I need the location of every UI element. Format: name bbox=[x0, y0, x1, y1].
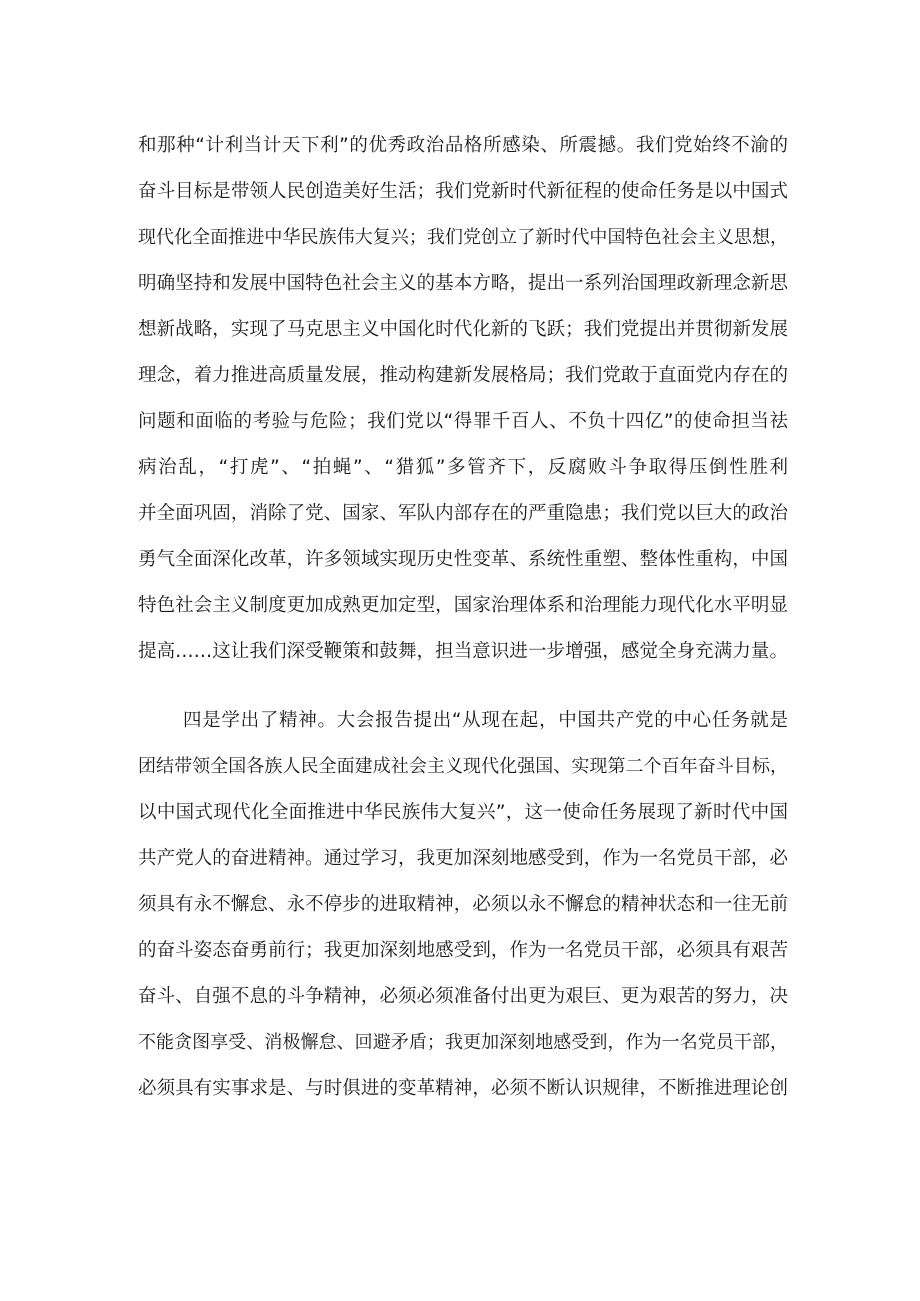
text-line: 奋斗目标是带领人民创造美好生活；我们党新时代新征程的使命任务是以中国式 bbox=[138, 181, 788, 202]
text-line: 并全面巩固，消除了党、国家、军队内部存在的严重隐患；我们党以巨大的政治 bbox=[138, 503, 788, 524]
text-line: 团结带领全国各族人民全面建成社会主义现代化强国、实现第二个百年奋斗目标， bbox=[138, 756, 788, 777]
text-line: 奋斗、自强不息的斗争精神，必须必须准备付出更为艰巨、更为艰苦的努力，决 bbox=[138, 986, 788, 1007]
text-line: 须具有永不懈怠、永不停步的进取精神，必须以永不懈怠的精神状态和一往无前 bbox=[138, 894, 788, 915]
text-line: 提高……这让我们深受鞭策和鼓舞，担当意识进一步增强，感觉全身充满力量。 bbox=[138, 641, 788, 662]
text-line: 病治乱，“打虎”、“拍蝇”、“猎狐”多管齐下，反腐败斗争取得压倒性胜利 bbox=[138, 457, 788, 478]
text-line: 共产党人的奋进精神。通过学习，我更加深刻地感受到，作为一名党员干部，必 bbox=[138, 848, 788, 869]
text-line: 明确坚持和发展中国特色社会主义的基本方略，提出一系列治国理政新理念新思 bbox=[138, 273, 788, 294]
text-line: 四是学出了精神。大会报告提出“从现在起，中国共产党的中心任务就是 bbox=[183, 710, 788, 731]
text-line: 和那种“计利当计天下利”的优秀政治品格所感染、所震撼。我们党始终不渝的 bbox=[138, 135, 788, 156]
text-line: 的奋斗姿态奋勇前行；我更加深刻地感受到，作为一名党员干部，必须具有艰苦 bbox=[138, 940, 788, 961]
text-line: 不能贪图享受、消极懈怠、回避矛盾；我更加深刻地感受到，作为一名党员干部， bbox=[138, 1032, 788, 1053]
text-line: 勇气全面深化改革，许多领域实现历史性变革、系统性重塑、整体性重构，中国 bbox=[138, 549, 788, 570]
text-line: 现代化全面推进中华民族伟大复兴；我们党创立了新时代中国特色社会主义思想， bbox=[138, 227, 788, 248]
text-line: 问题和面临的考验与危险；我们党以“得罪千百人、不负十四亿”的使命担当祛 bbox=[138, 411, 788, 432]
text-line: 理念，着力推进高质量发展，推动构建新发展格局；我们党敢于直面党内存在的 bbox=[138, 365, 788, 386]
text-line: 想新战略，实现了马克思主义中国化时代化新的飞跃；我们党提出并贯彻新发展 bbox=[138, 319, 788, 340]
text-line: 特色社会主义制度更加成熟更加定型，国家治理体系和治理能力现代化水平明显 bbox=[138, 595, 788, 616]
text-line: 必须具有实事求是、与时俱进的变革精神，必须不断认识规律，不断推进理论创 bbox=[138, 1078, 788, 1099]
text-line: 以中国式现代化全面推进中华民族伟大复兴”，这一使命任务展现了新时代中国 bbox=[138, 802, 788, 823]
